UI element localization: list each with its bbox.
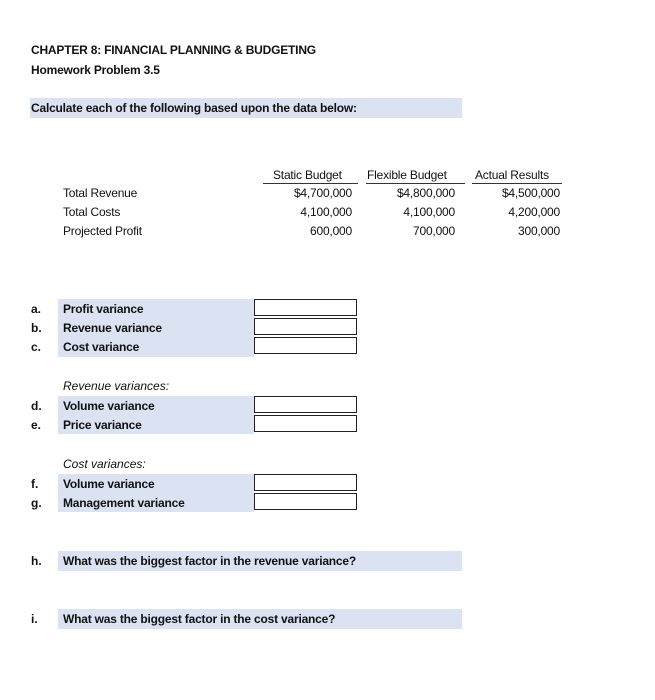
header-underline-actual (472, 183, 562, 184)
question-g-label: Management variance (63, 496, 185, 510)
letter-h: h. (31, 554, 42, 568)
question-i-label: What was the biggest factor in the cost variance? (63, 612, 336, 626)
answer-box-c[interactable] (254, 337, 357, 354)
problem-title: Homework Problem 3.5 (31, 63, 160, 77)
cell-costs-actual: 4,200,000 (508, 205, 560, 219)
col-header-flexible: Flexible Budget (367, 168, 447, 182)
cell-costs-static: 4,100,000 (300, 205, 352, 219)
answer-box-e[interactable] (254, 415, 357, 432)
answer-box-g[interactable] (254, 493, 357, 510)
revenue-variances-heading: Revenue variances: (63, 379, 170, 393)
letter-c: c. (31, 340, 42, 354)
row-label-profit: Projected Profit (63, 224, 142, 238)
letter-e: e. (31, 418, 42, 432)
letter-f: f. (31, 477, 39, 491)
question-h-label: What was the biggest factor in the revenue variance? (63, 554, 357, 568)
answer-box-a[interactable] (254, 299, 357, 316)
question-d-label: Volume variance (63, 399, 155, 413)
question-f-label: Volume variance (63, 477, 155, 491)
row-label-revenue: Total Revenue (63, 186, 138, 200)
letter-g: g. (31, 496, 42, 510)
cost-variances-heading: Cost variances: (63, 457, 146, 471)
cell-revenue-static: $4,700,000 (293, 186, 352, 200)
cell-profit-static: 600,000 (310, 224, 352, 238)
letter-i: i. (31, 612, 38, 626)
cell-costs-flexible: 4,100,000 (403, 205, 455, 219)
answer-box-f[interactable] (254, 474, 357, 491)
header-underline-flexible (366, 183, 465, 184)
letter-b: b. (31, 321, 42, 335)
question-b-label: Revenue variance (63, 321, 162, 335)
instruction-text: Calculate each of the following based upon the data below: (31, 101, 357, 115)
row-label-costs: Total Costs (63, 205, 121, 219)
cell-revenue-flexible: $4,800,000 (396, 186, 455, 200)
question-a-label: Profit variance (63, 302, 144, 316)
question-e-label: Price variance (63, 418, 142, 432)
cell-revenue-actual: $4,500,000 (501, 186, 560, 200)
header-underline-static (263, 183, 358, 184)
col-header-actual: Actual Results (475, 168, 549, 182)
col-header-static: Static Budget (273, 168, 342, 182)
cell-profit-actual: 300,000 (518, 224, 560, 238)
question-c-label: Cost variance (63, 340, 140, 354)
letter-d: d. (31, 399, 42, 413)
answer-box-d[interactable] (254, 396, 357, 413)
answer-box-b[interactable] (254, 318, 357, 335)
cell-profit-flexible: 700,000 (413, 224, 455, 238)
chapter-title: CHAPTER 8: FINANCIAL PLANNING & BUDGETING (31, 43, 316, 57)
letter-a: a. (31, 302, 42, 316)
